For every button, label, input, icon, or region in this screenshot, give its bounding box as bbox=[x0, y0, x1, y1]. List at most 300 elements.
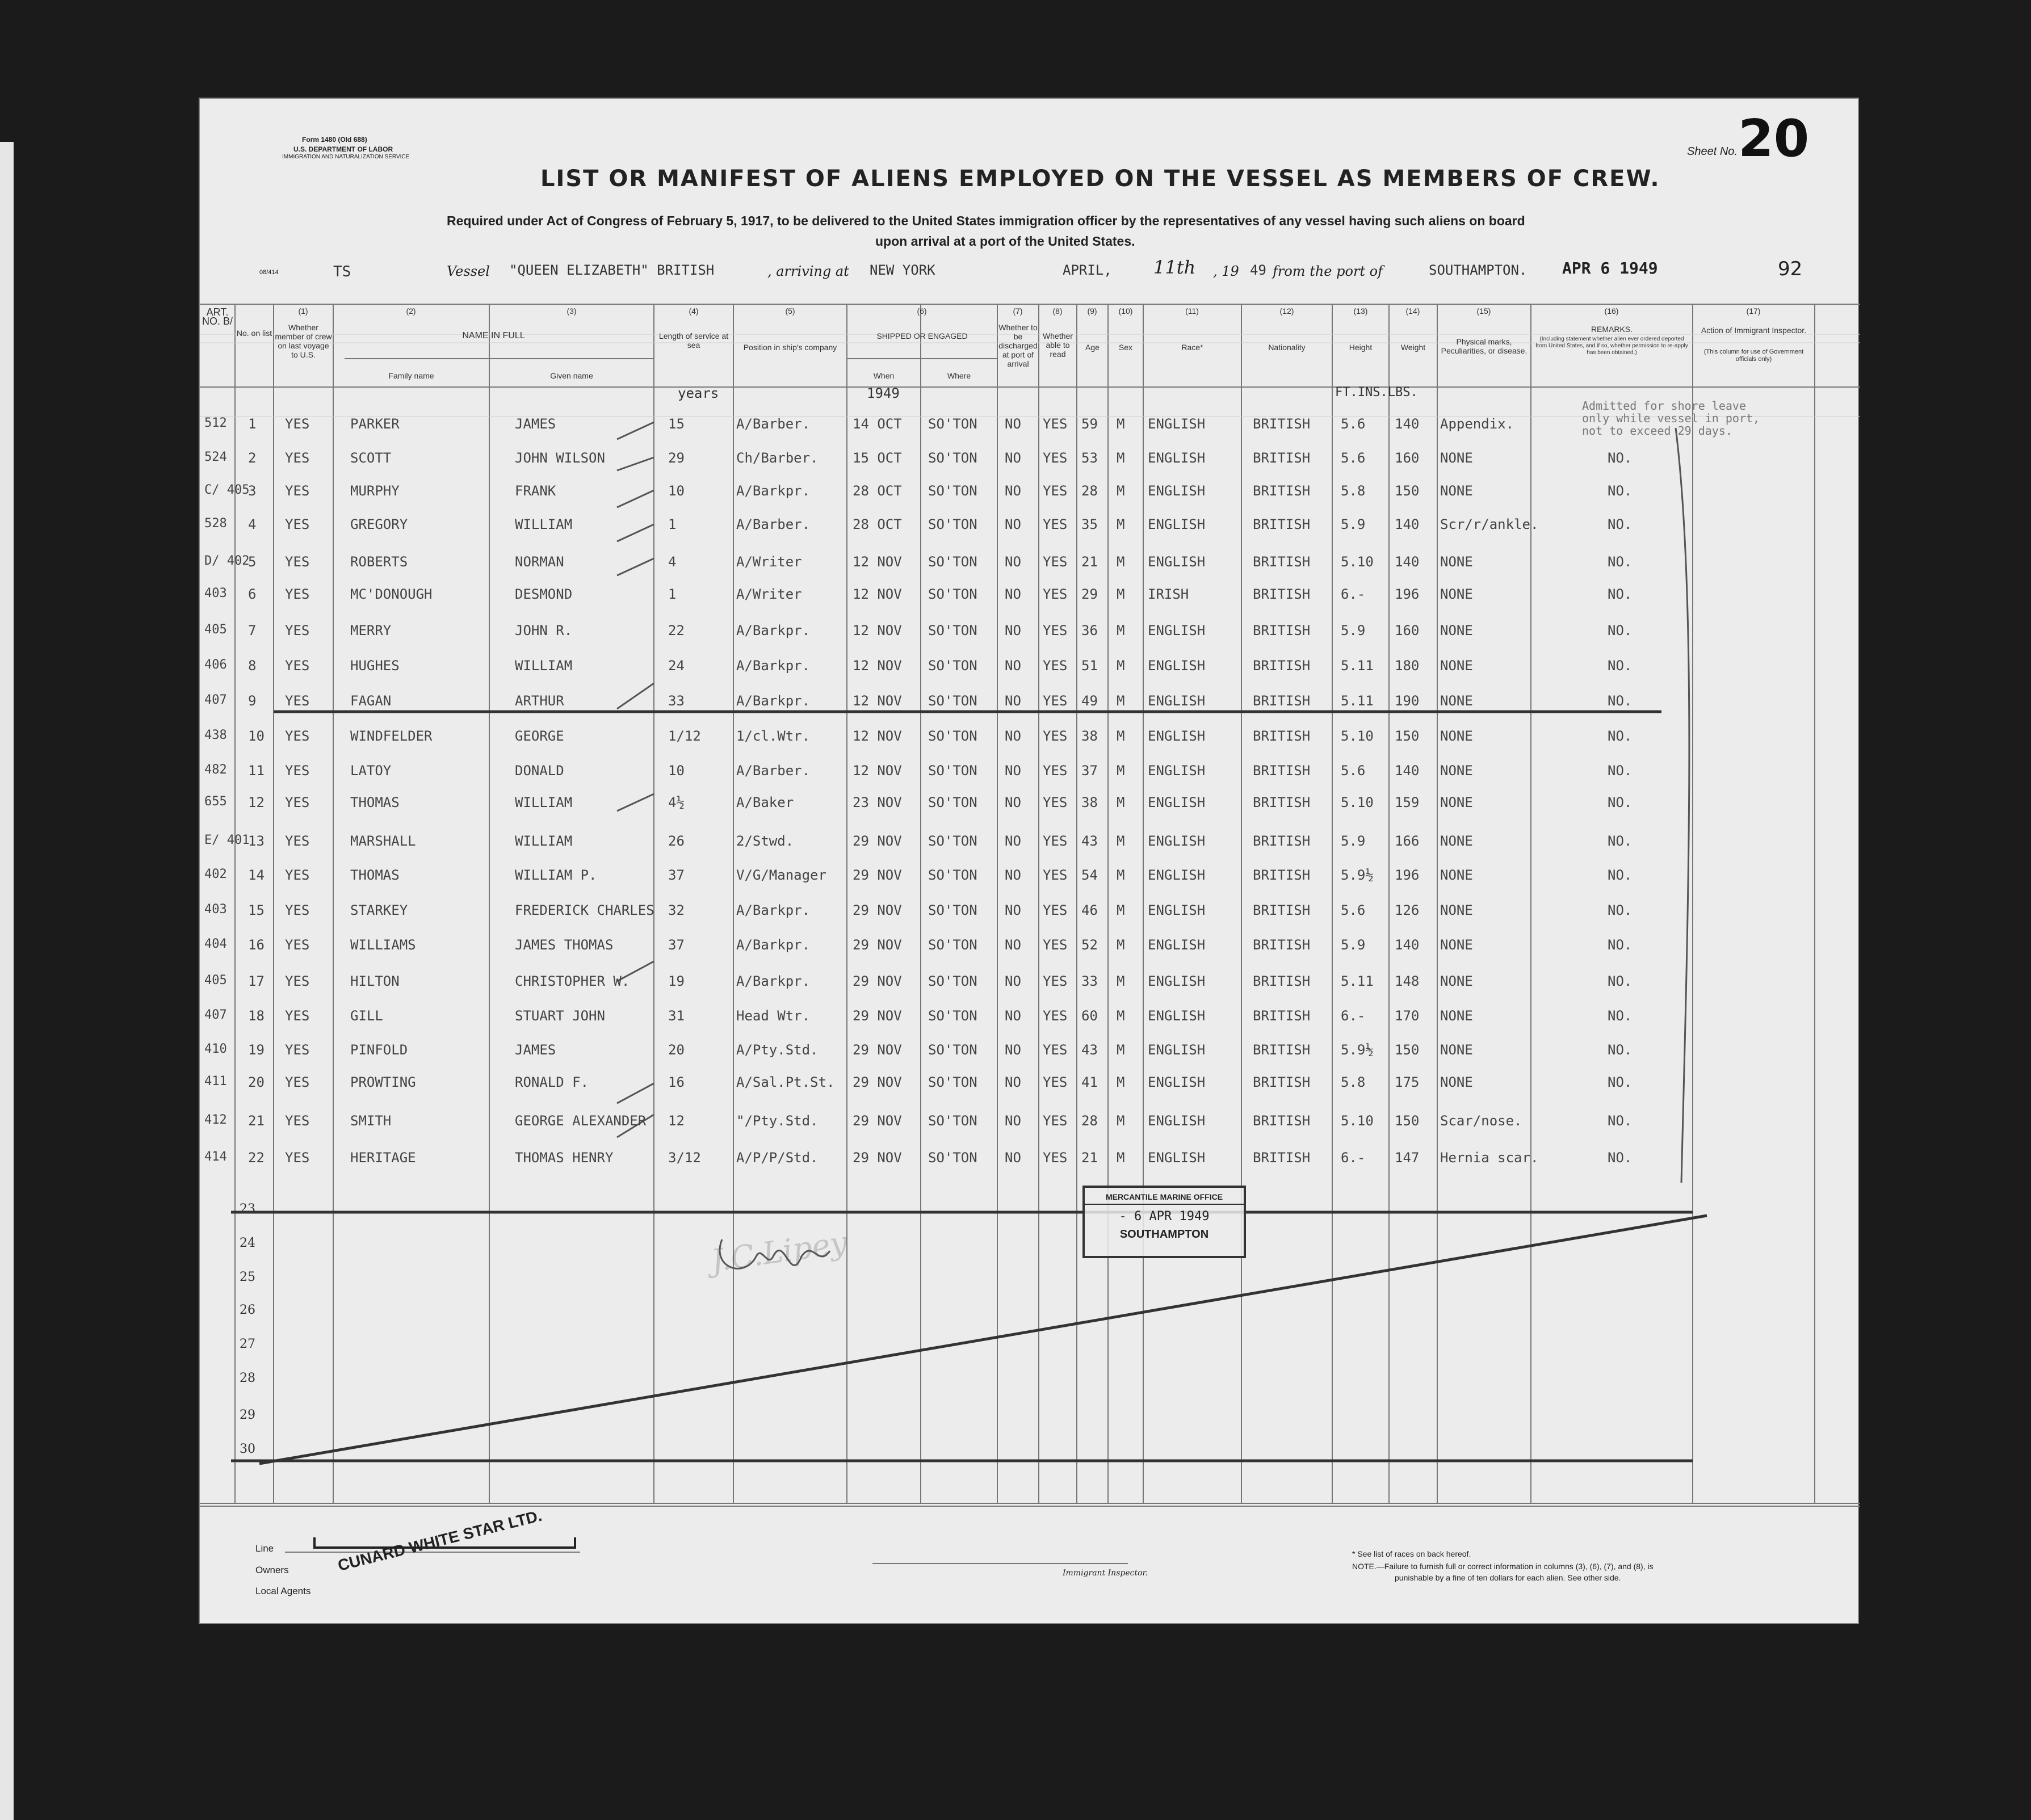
cell-height: 5.10 bbox=[1341, 1113, 1374, 1129]
cell-list-number: 16 bbox=[248, 937, 265, 953]
cell-last-voyage: YES bbox=[285, 833, 310, 849]
cell-service-length: 12 bbox=[668, 1113, 685, 1129]
cell-age: 43 bbox=[1081, 833, 1098, 849]
cell-given-name: DONALD bbox=[515, 763, 564, 779]
cell-age: 28 bbox=[1081, 1113, 1098, 1129]
cell-weight: 160 bbox=[1395, 450, 1420, 466]
cell-weight: 175 bbox=[1395, 1074, 1420, 1090]
cell-race: ENGLISH bbox=[1148, 554, 1206, 570]
date-stamp: APR 6 1949 bbox=[1562, 259, 1658, 278]
cell-shipped-when: 23 NOV bbox=[853, 795, 902, 810]
cell-service-length: 37 bbox=[668, 867, 685, 883]
cell-remarks: NO. bbox=[1608, 1042, 1633, 1058]
cell-physical-marks: Appendix. bbox=[1440, 416, 1514, 432]
cell-remarks: NO. bbox=[1608, 1008, 1633, 1024]
cell-shipped-when: 12 NOV bbox=[853, 554, 902, 570]
cell-last-voyage: YES bbox=[285, 693, 310, 709]
column-number: (12) bbox=[1279, 306, 1294, 316]
cell-discharged: NO bbox=[1005, 450, 1021, 466]
cell-remarks: NO. bbox=[1608, 795, 1633, 810]
cell-able-to-read: YES bbox=[1043, 833, 1068, 849]
cell-able-to-read: YES bbox=[1043, 1150, 1068, 1166]
cell-service-length: 33 bbox=[668, 693, 685, 709]
cell-discharged: NO bbox=[1005, 973, 1021, 989]
cell-given-name: FREDERICK CHARLES bbox=[515, 902, 654, 918]
column-number: (4) bbox=[689, 306, 699, 316]
cell-art-number: 512 bbox=[204, 416, 227, 430]
cell-family-name: HUGHES bbox=[350, 658, 400, 674]
cell-list-number: 13 bbox=[248, 833, 265, 849]
cell-last-voyage: YES bbox=[285, 1113, 310, 1129]
cell-given-name: WILLIAM bbox=[515, 833, 573, 849]
cell-discharged: NO bbox=[1005, 483, 1021, 499]
cell-last-voyage: YES bbox=[285, 1150, 310, 1166]
arrival-day: 11th bbox=[1153, 257, 1196, 278]
cell-sex: M bbox=[1117, 902, 1125, 918]
cell-last-voyage: YES bbox=[285, 483, 310, 499]
cell-able-to-read: YES bbox=[1043, 586, 1068, 602]
cell-given-name: NORMAN bbox=[515, 554, 564, 570]
cell-height: 5.10 bbox=[1341, 795, 1374, 810]
cell-list-number: 19 bbox=[248, 1042, 265, 1058]
cell-position: A/Barber. bbox=[736, 763, 811, 779]
cell-able-to-read: YES bbox=[1043, 516, 1068, 532]
cell-able-to-read: YES bbox=[1043, 1074, 1068, 1090]
cell-given-name: JOHN WILSON bbox=[515, 450, 605, 466]
cell-physical-marks: NONE bbox=[1440, 554, 1473, 570]
cell-service-length: 4 bbox=[668, 554, 677, 570]
ts-mark: TS bbox=[333, 263, 351, 280]
cell-discharged: NO bbox=[1005, 658, 1021, 674]
cell-discharged: NO bbox=[1005, 1150, 1021, 1166]
cell-art-number: 405 bbox=[204, 623, 227, 637]
cell-sex: M bbox=[1117, 1150, 1125, 1166]
cell-service-length: 16 bbox=[668, 1074, 685, 1090]
cell-service-length: 15 bbox=[668, 416, 685, 432]
cell-able-to-read: YES bbox=[1043, 554, 1068, 570]
cell-sex: M bbox=[1117, 483, 1125, 499]
cell-shipped-where: SO'TON bbox=[928, 902, 977, 918]
cell-given-name: RONALD F. bbox=[515, 1074, 589, 1090]
cell-last-voyage: YES bbox=[285, 1074, 310, 1090]
cell-position: A/Barkpr. bbox=[736, 658, 811, 674]
cell-position: A/Barkpr. bbox=[736, 902, 811, 918]
cell-race: ENGLISH bbox=[1148, 1008, 1206, 1024]
cell-art-number: 402 bbox=[204, 867, 227, 881]
cell-weight: 166 bbox=[1395, 833, 1420, 849]
cell-position: A/Barber. bbox=[736, 416, 811, 432]
cell-shipped-when: 29 NOV bbox=[853, 902, 902, 918]
cell-nationality: BRITISH bbox=[1253, 693, 1311, 709]
cell-race: ENGLISH bbox=[1148, 902, 1206, 918]
header-family-name: Family name bbox=[388, 371, 434, 380]
cell-art-number: 403 bbox=[204, 902, 227, 917]
cell-shipped-when: 29 NOV bbox=[853, 1008, 902, 1024]
cell-remarks: NO. bbox=[1608, 1113, 1633, 1129]
cell-service-length: 20 bbox=[668, 1042, 685, 1058]
cell-art-number: 411 bbox=[204, 1074, 227, 1088]
cell-discharged: NO bbox=[1005, 795, 1021, 810]
years-label: years bbox=[678, 385, 719, 401]
cell-service-length: 1/12 bbox=[668, 728, 701, 744]
cell-height: 5.6 bbox=[1341, 763, 1366, 779]
cell-sex: M bbox=[1117, 795, 1125, 810]
cell-family-name: SMITH bbox=[350, 1113, 392, 1129]
cell-remarks: NO. bbox=[1608, 867, 1633, 883]
footer-note-2: NOTE.—Failure to furnish full or correct information in columns (3), (6), (7), and (8), is bbox=[1352, 1562, 1654, 1571]
cell-race: ENGLISH bbox=[1148, 1074, 1206, 1090]
cell-shipped-when: 12 NOV bbox=[853, 586, 902, 602]
cell-nationality: BRITISH bbox=[1253, 1074, 1311, 1090]
cell-family-name: GREGORY bbox=[350, 516, 408, 532]
cell-given-name: THOMAS HENRY bbox=[515, 1150, 614, 1166]
cell-weight: 170 bbox=[1395, 1008, 1420, 1024]
cell-weight: 148 bbox=[1395, 973, 1420, 989]
inspector-rule bbox=[872, 1563, 1128, 1564]
cell-nationality: BRITISH bbox=[1253, 1008, 1311, 1024]
cell-able-to-read: YES bbox=[1043, 1113, 1068, 1129]
cell-remarks: NO. bbox=[1608, 658, 1633, 674]
cell-race: ENGLISH bbox=[1148, 795, 1206, 810]
vessel-label: Vessel bbox=[447, 263, 490, 279]
cell-last-voyage: YES bbox=[285, 1042, 310, 1058]
mercantile-marine-stamp bbox=[1082, 1186, 1246, 1258]
cell-sex: M bbox=[1117, 623, 1125, 638]
cell-shipped-where: SO'TON bbox=[928, 937, 977, 953]
cell-service-length: 10 bbox=[668, 483, 685, 499]
cell-list-number: 17 bbox=[248, 973, 265, 989]
cell-service-length: 26 bbox=[668, 833, 685, 849]
footer-agents-label: Local Agents bbox=[255, 1586, 311, 1596]
cell-race: ENGLISH bbox=[1148, 416, 1206, 432]
cell-shipped-where: SO'TON bbox=[928, 1074, 977, 1090]
cell-race: ENGLISH bbox=[1148, 623, 1206, 638]
cell-discharged: NO bbox=[1005, 867, 1021, 883]
cell-physical-marks: NONE bbox=[1440, 623, 1473, 638]
cell-sex: M bbox=[1117, 416, 1125, 432]
cell-nationality: BRITISH bbox=[1253, 937, 1311, 953]
cell-given-name: JAMES THOMAS bbox=[515, 937, 614, 953]
cell-height: 5.11 bbox=[1341, 693, 1374, 709]
header-sex: Sex bbox=[1118, 343, 1133, 352]
cell-position: A/Barkpr. bbox=[736, 973, 811, 989]
cell-nationality: BRITISH bbox=[1253, 1042, 1311, 1058]
cell-last-voyage: YES bbox=[285, 763, 310, 779]
cell-service-length: 37 bbox=[668, 937, 685, 953]
cell-weight: 147 bbox=[1395, 1150, 1420, 1166]
corner-code: 92 bbox=[1778, 258, 1803, 280]
cell-shipped-when: 28 OCT bbox=[853, 483, 902, 499]
cell-race: ENGLISH bbox=[1148, 973, 1206, 989]
header-remarks-note: (Including statement whether alien ever ordered deported from United States, and if so, whether permission to re-apply has been obtained.) bbox=[1535, 336, 1688, 356]
service-label: IMMIGRATION AND NATURALIZATION SERVICE bbox=[282, 154, 410, 160]
cell-discharged: NO bbox=[1005, 586, 1021, 602]
cell-sex: M bbox=[1117, 867, 1125, 883]
cell-given-name: WILLIAM bbox=[515, 795, 573, 810]
cell-position: A/Pty.Std. bbox=[736, 1042, 819, 1058]
cell-shipped-where: SO'TON bbox=[928, 763, 977, 779]
cell-weight: 190 bbox=[1395, 693, 1420, 709]
cell-age: 59 bbox=[1081, 416, 1098, 432]
column-number: (8) bbox=[1052, 306, 1063, 316]
stamp-line-2: - 6 APR 1949 bbox=[1119, 1209, 1210, 1224]
cell-race: ENGLISH bbox=[1148, 483, 1206, 499]
cell-list-number: 2 bbox=[248, 450, 257, 466]
cell-sex: M bbox=[1117, 833, 1125, 849]
column-number: (5) bbox=[785, 306, 795, 316]
inspector-signature: J.C.Lipey bbox=[708, 1224, 850, 1279]
cell-able-to-read: YES bbox=[1043, 1008, 1068, 1024]
cell-remarks: NO. bbox=[1608, 973, 1633, 989]
cell-last-voyage: YES bbox=[285, 795, 310, 810]
cell-race: ENGLISH bbox=[1148, 1113, 1206, 1129]
cell-art-number: 412 bbox=[204, 1113, 227, 1127]
footer-line-label: Line bbox=[255, 1543, 274, 1554]
cell-list-number: 15 bbox=[248, 902, 265, 918]
cell-given-name: WILLIAM bbox=[515, 658, 573, 674]
cell-remarks: NO. bbox=[1608, 586, 1633, 602]
cell-age: 28 bbox=[1081, 483, 1098, 499]
cell-nationality: BRITISH bbox=[1253, 416, 1311, 432]
column-number: (16) bbox=[1604, 306, 1619, 316]
cell-weight: 196 bbox=[1395, 586, 1420, 602]
cell-shipped-where: SO'TON bbox=[928, 586, 977, 602]
cell-sex: M bbox=[1117, 693, 1125, 709]
cell-sex: M bbox=[1117, 1113, 1125, 1129]
cell-last-voyage: YES bbox=[285, 623, 310, 638]
cell-art-number: 403 bbox=[204, 586, 227, 600]
cell-age: 54 bbox=[1081, 867, 1098, 883]
cell-physical-marks: Hernia scar. bbox=[1440, 1150, 1539, 1166]
column-number: (1) bbox=[298, 306, 308, 316]
arriving-label: , arriving at bbox=[767, 263, 849, 279]
column-number: (11) bbox=[1185, 306, 1199, 316]
cell-weight: 150 bbox=[1395, 1042, 1420, 1058]
cell-discharged: NO bbox=[1005, 1008, 1021, 1024]
cell-service-length: 24 bbox=[668, 658, 685, 674]
cell-remarks: NO. bbox=[1608, 937, 1633, 953]
cell-family-name: HERITAGE bbox=[350, 1150, 416, 1166]
footer-note-1: * See list of races on back hereof. bbox=[1352, 1549, 1471, 1558]
cell-position: A/Writer bbox=[736, 554, 802, 570]
cell-art-number: 405 bbox=[204, 973, 227, 987]
cell-last-voyage: YES bbox=[285, 554, 310, 570]
cell-height: 6.- bbox=[1341, 1150, 1366, 1166]
cell-height: 5.11 bbox=[1341, 973, 1374, 989]
cell-shipped-when: 29 NOV bbox=[853, 1074, 902, 1090]
cell-height: 5.6 bbox=[1341, 450, 1366, 466]
cell-last-voyage: YES bbox=[285, 973, 310, 989]
cell-weight: 150 bbox=[1395, 483, 1420, 499]
cell-weight: 126 bbox=[1395, 902, 1420, 918]
header-race: Race* bbox=[1181, 343, 1203, 352]
cell-position: A/Barber. bbox=[736, 516, 811, 532]
cell-position: A/Baker bbox=[736, 795, 794, 810]
header-action: Action of Immigrant Inspector. bbox=[1701, 326, 1807, 335]
manifest-title: LIST OR MANIFEST OF ALIENS EMPLOYED ON THE VESSEL AS MEMBERS OF CREW. bbox=[540, 166, 1660, 192]
cell-height: 5.9 bbox=[1341, 833, 1366, 849]
cell-family-name: HILTON bbox=[350, 973, 400, 989]
cell-nationality: BRITISH bbox=[1253, 586, 1311, 602]
from-port-label: from the port of bbox=[1273, 263, 1383, 279]
cell-given-name: GEORGE ALEXANDER bbox=[515, 1113, 647, 1129]
column-number: (13) bbox=[1353, 306, 1368, 316]
header-physical-marks: Physical marks, Peculiarities, or disease. bbox=[1441, 337, 1528, 355]
header-position: Position in ship's company bbox=[743, 343, 837, 352]
cell-age: 35 bbox=[1081, 516, 1098, 532]
cell-discharged: NO bbox=[1005, 728, 1021, 744]
header-nationality: Nationality bbox=[1268, 343, 1306, 352]
cell-family-name: LATOY bbox=[350, 763, 392, 779]
cell-race: ENGLISH bbox=[1148, 516, 1206, 532]
cell-height: 5.9½ bbox=[1341, 1042, 1374, 1058]
cell-weight: 159 bbox=[1395, 795, 1420, 810]
cell-remarks: NO. bbox=[1608, 728, 1633, 744]
cell-weight: 140 bbox=[1395, 763, 1420, 779]
cell-remarks: NO. bbox=[1608, 516, 1633, 532]
cell-physical-marks: NONE bbox=[1440, 1042, 1473, 1058]
cell-weight: 140 bbox=[1395, 516, 1420, 532]
cell-list-number: 11 bbox=[248, 763, 265, 779]
cell-nationality: BRITISH bbox=[1253, 795, 1311, 810]
column-number: (7) bbox=[1013, 306, 1023, 316]
cell-sex: M bbox=[1117, 973, 1125, 989]
cell-weight: 160 bbox=[1395, 623, 1420, 638]
cell-position: V/G/Manager bbox=[736, 867, 826, 883]
cell-service-length: 31 bbox=[668, 1008, 685, 1024]
cell-discharged: NO bbox=[1005, 554, 1021, 570]
cell-art-number: 438 bbox=[204, 728, 227, 742]
cell-list-number: 9 bbox=[248, 693, 257, 709]
cell-given-name: DESMOND bbox=[515, 586, 573, 602]
cell-service-length: 32 bbox=[668, 902, 685, 918]
cell-height: 5.8 bbox=[1341, 1074, 1366, 1090]
department-label: U.S. DEPARTMENT OF LABOR bbox=[293, 145, 393, 153]
cell-shipped-where: SO'TON bbox=[928, 623, 977, 638]
cell-height: 5.9 bbox=[1341, 937, 1366, 953]
cell-shipped-when: 29 NOV bbox=[853, 833, 902, 849]
cell-position: A/Barkpr. bbox=[736, 693, 811, 709]
cell-discharged: NO bbox=[1005, 1042, 1021, 1058]
cell-race: ENGLISH bbox=[1148, 867, 1206, 883]
cell-shipped-where: SO'TON bbox=[928, 867, 977, 883]
cell-shipped-when: 12 NOV bbox=[853, 763, 902, 779]
year-suffix: 49 bbox=[1250, 262, 1266, 278]
cell-age: 51 bbox=[1081, 658, 1098, 674]
cell-shipped-where: SO'TON bbox=[928, 728, 977, 744]
cell-weight: 140 bbox=[1395, 937, 1420, 953]
cell-art-number: D/ 402 bbox=[204, 554, 250, 568]
cell-physical-marks: NONE bbox=[1440, 902, 1473, 918]
sheet-label: Sheet No. bbox=[1687, 145, 1738, 158]
cell-remarks: NO. bbox=[1608, 833, 1633, 849]
cell-list-number: 21 bbox=[248, 1113, 265, 1129]
cell-sex: M bbox=[1117, 554, 1125, 570]
cell-nationality: BRITISH bbox=[1253, 973, 1311, 989]
cell-age: 38 bbox=[1081, 728, 1098, 744]
cell-age: 37 bbox=[1081, 763, 1098, 779]
cell-list-number: 22 bbox=[248, 1150, 265, 1166]
cell-position: "/Pty.Std. bbox=[736, 1113, 819, 1129]
cell-list-number: 7 bbox=[248, 623, 257, 638]
cell-sex: M bbox=[1117, 586, 1125, 602]
cell-discharged: NO bbox=[1005, 693, 1021, 709]
cell-given-name: JAMES bbox=[515, 416, 556, 432]
cell-position: A/Sal.Pt.St. bbox=[736, 1074, 835, 1090]
empty-row-number: 28 bbox=[240, 1371, 255, 1385]
empty-row-number: 27 bbox=[240, 1337, 255, 1351]
cell-list-number: 3 bbox=[248, 483, 257, 499]
cell-family-name: PINFOLD bbox=[350, 1042, 408, 1058]
cell-position: Head Wtr. bbox=[736, 1008, 811, 1024]
cell-physical-marks: Scr/r/ankle. bbox=[1440, 516, 1539, 532]
empty-row-number: 24 bbox=[240, 1236, 255, 1250]
cell-shipped-where: SO'TON bbox=[928, 1113, 977, 1129]
cell-shipped-when: 28 OCT bbox=[853, 516, 902, 532]
company-stamp: CUNARD WHITE STAR LTD. bbox=[336, 1506, 544, 1575]
column-number: (6) bbox=[917, 306, 927, 316]
header-action-note: (This column for use of Government officials only) bbox=[1703, 348, 1804, 363]
cell-service-length: 1 bbox=[668, 586, 677, 602]
header-weight: Weight bbox=[1400, 343, 1426, 352]
cell-physical-marks: NONE bbox=[1440, 1074, 1473, 1090]
header-able-read: Whether able to read bbox=[1043, 331, 1073, 359]
cell-shipped-when: 29 NOV bbox=[853, 973, 902, 989]
cell-able-to-read: YES bbox=[1043, 937, 1068, 953]
cell-position: 1/cl.Wtr. bbox=[736, 728, 811, 744]
header-shipped: SHIPPED OR ENGAGED bbox=[876, 331, 968, 341]
cell-height: 6.- bbox=[1341, 586, 1366, 602]
footer-note-3: punishable by a fine of ten dollars for each alien. See other side. bbox=[1395, 1573, 1621, 1582]
cell-art-number: 407 bbox=[204, 693, 227, 707]
cell-position: 2/Stwd. bbox=[736, 833, 794, 849]
departure-port: SOUTHAMPTON. bbox=[1429, 262, 1528, 278]
cell-remarks: NO. bbox=[1608, 483, 1633, 499]
cell-age: 38 bbox=[1081, 795, 1098, 810]
cell-shipped-where: SO'TON bbox=[928, 833, 977, 849]
column-number: (15) bbox=[1476, 306, 1491, 316]
cell-nationality: BRITISH bbox=[1253, 728, 1311, 744]
cell-physical-marks: NONE bbox=[1440, 937, 1473, 953]
cell-given-name: ARTHUR bbox=[515, 693, 564, 709]
cell-last-voyage: YES bbox=[285, 1008, 310, 1024]
arrival-port: NEW YORK bbox=[870, 262, 935, 278]
cell-physical-marks: NONE bbox=[1440, 658, 1473, 674]
cell-sex: M bbox=[1117, 937, 1125, 953]
cell-art-number: E/ 401 bbox=[204, 833, 250, 847]
cell-discharged: NO bbox=[1005, 1074, 1021, 1090]
cell-discharged: NO bbox=[1005, 902, 1021, 918]
cell-able-to-read: YES bbox=[1043, 1042, 1068, 1058]
cell-height: 5.8 bbox=[1341, 483, 1366, 499]
cell-age: 52 bbox=[1081, 937, 1098, 953]
cell-service-length: 1 bbox=[668, 516, 677, 532]
cell-family-name: MURPHY bbox=[350, 483, 400, 499]
cell-list-number: 20 bbox=[248, 1074, 265, 1090]
vessel-name: "QUEEN ELIZABETH" BRITISH bbox=[509, 262, 715, 278]
cell-family-name: SCOTT bbox=[350, 450, 392, 466]
form-number: Form 1480 (Old 688) bbox=[302, 136, 367, 144]
cell-art-number: 528 bbox=[204, 516, 227, 531]
empty-row-number: 26 bbox=[240, 1303, 255, 1317]
cell-shipped-when: 29 NOV bbox=[853, 937, 902, 953]
cell-last-voyage: YES bbox=[285, 867, 310, 883]
cell-shipped-where: SO'TON bbox=[928, 450, 977, 466]
cell-sex: M bbox=[1117, 450, 1125, 466]
header-no-on-list: No. on list bbox=[236, 329, 272, 338]
cell-height: 5.10 bbox=[1341, 728, 1374, 744]
cell-height: 5.9 bbox=[1341, 516, 1366, 532]
